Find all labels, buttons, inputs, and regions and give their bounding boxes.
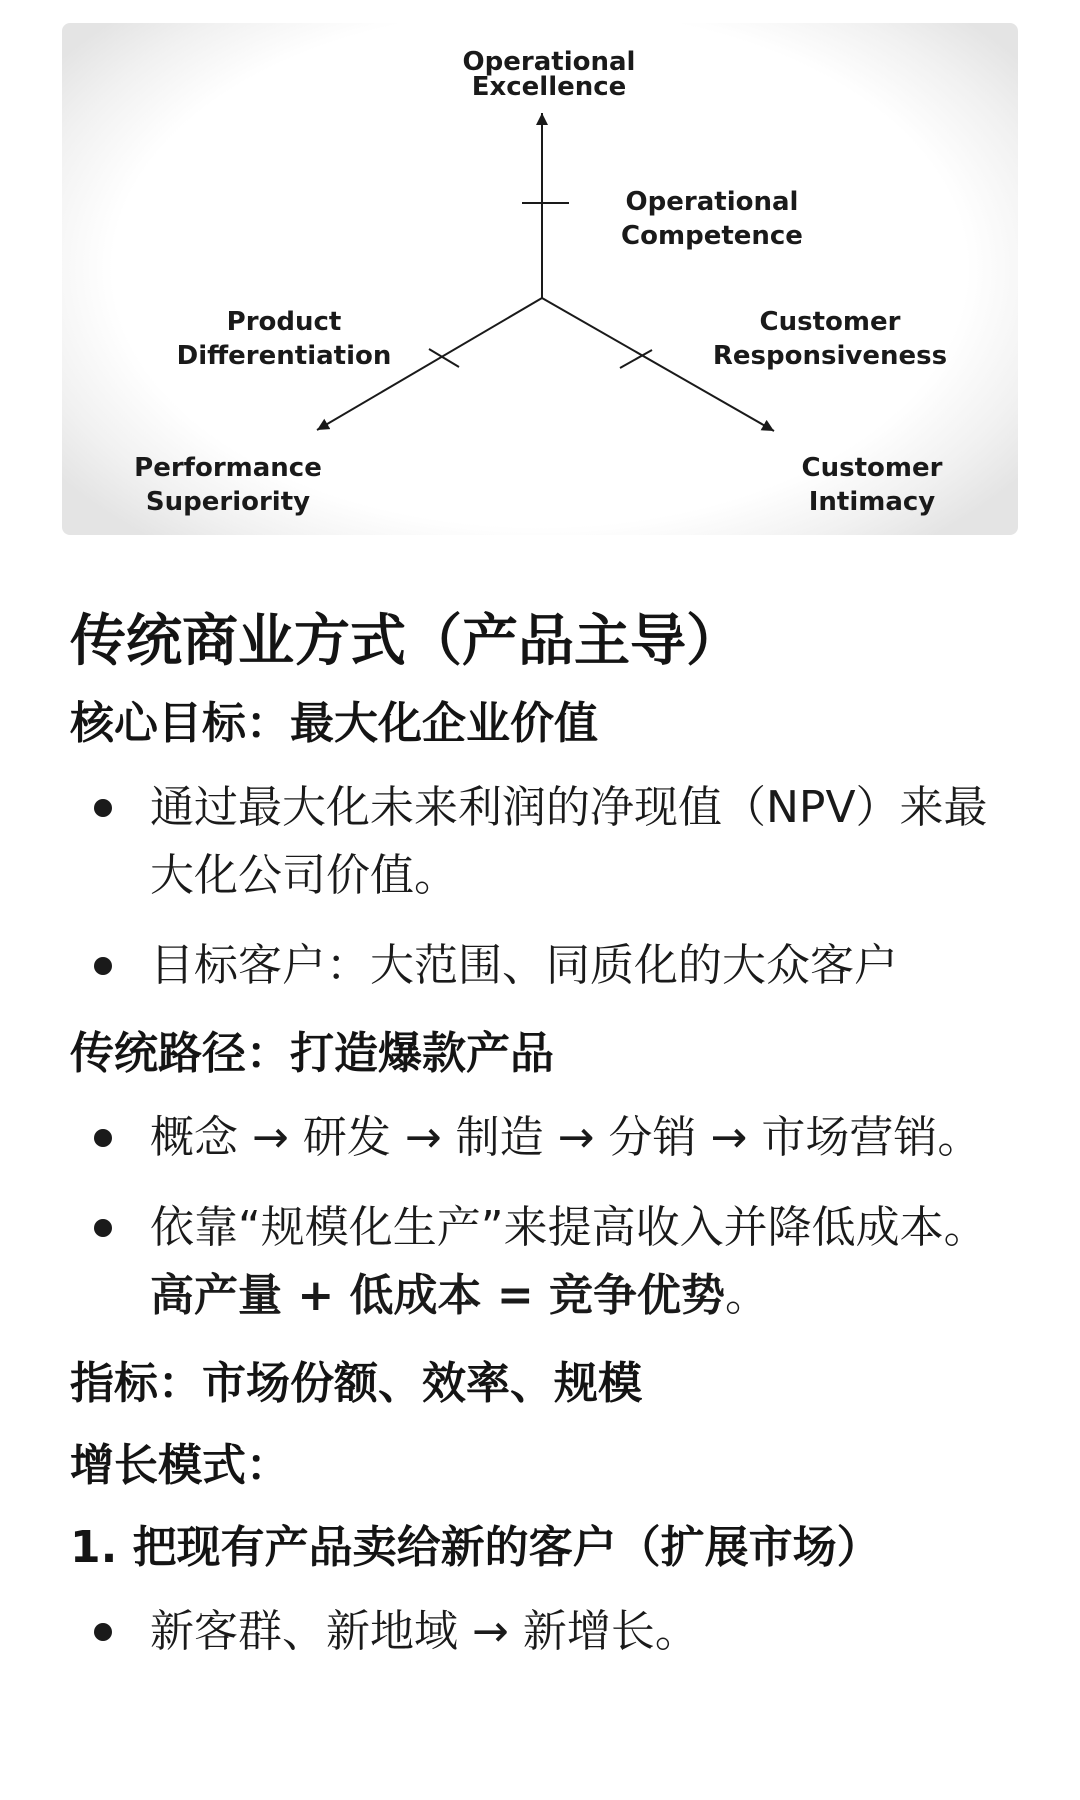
growth-label: 增长模式： — [70, 1440, 290, 1491]
path-bullet-text: 概念 → 研发 → 制造 → 分销 → 市场营销。 — [150, 1112, 982, 1163]
growth-item-1: 1. 把现有产品卖给新的客户（扩展市场） — [70, 1522, 881, 1573]
path-label: 传统路径：打造爆款产品 — [70, 1028, 554, 1079]
label-operational-competence-2: Competence — [621, 221, 803, 251]
label-operational-excellence-2: Excellence — [471, 72, 627, 102]
list-item — [70, 932, 1030, 1000]
label-customer-intimacy-1: Customer — [801, 453, 943, 483]
label-performance-superiority-2: Superiority — [145, 487, 311, 517]
label-operational-competence-1: Operational — [625, 187, 799, 217]
label-product-differentiation-2: Differentiation — [176, 341, 392, 371]
metrics-label: 指标：市场份额、效率、规模 — [70, 1358, 642, 1409]
list-item — [70, 774, 1030, 910]
bullet-dot-icon — [94, 1219, 112, 1237]
growth-bullet-list — [70, 1598, 1030, 1666]
goal-bullet-text: 目标客户：大范围、同质化的大众客户 — [150, 940, 898, 991]
path-bullet-end: 。 — [725, 1270, 770, 1321]
path-bullet-emphasis: 高产量 + 低成本 = 竞争优势 — [150, 1270, 726, 1321]
label-customer-responsiveness-1: Customer — [759, 307, 901, 337]
label-customer-intimacy-2: Intimacy — [808, 487, 936, 517]
label-performance-superiority-1: Performance — [134, 453, 322, 483]
diagram-svg — [62, 23, 1018, 535]
bullet-dot-icon — [94, 1129, 112, 1147]
list-item — [70, 1194, 1030, 1330]
bullet-dot-icon — [94, 1623, 112, 1641]
goal-bullet-text: 通过最大化未来利润的净现值（NPV）来最大化公司价值。 — [150, 782, 988, 901]
goal-bullet-list — [70, 774, 1030, 1000]
label-product-differentiation-1: Product — [226, 307, 342, 337]
list-item — [70, 1104, 1030, 1172]
strategy-triangle-diagram — [62, 23, 1018, 535]
growth-bullet-text: 新客群、新地域 → 新增长。 — [150, 1606, 699, 1657]
bullet-dot-icon — [94, 799, 112, 817]
section-title: 传统商业方式（产品主导） — [70, 609, 742, 674]
tick-left — [429, 349, 459, 367]
path-bullet-text: 依靠“规模化生产”来提高收入并降低成本。 — [150, 1202, 988, 1253]
bullet-dot-icon — [94, 957, 112, 975]
article-body — [70, 600, 1030, 1688]
label-operational-excellence-1: Operational — [462, 47, 636, 77]
path-bullet-list — [70, 1104, 1030, 1330]
list-item — [70, 1598, 1030, 1666]
goal-label: 核心目标：最大化企业价值 — [70, 698, 598, 749]
label-customer-responsiveness-2: Responsiveness — [712, 341, 948, 371]
